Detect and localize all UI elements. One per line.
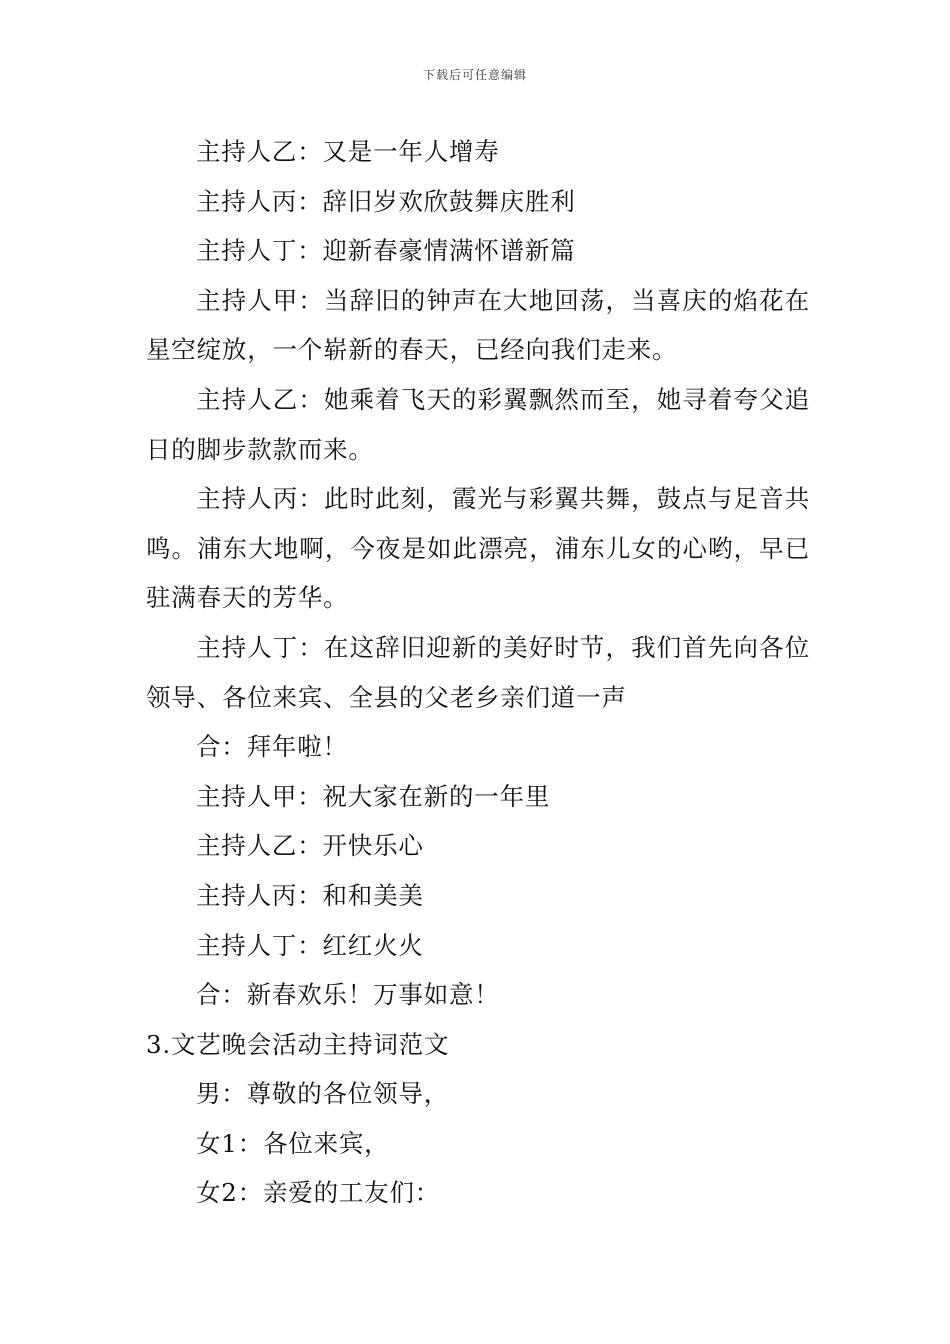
paragraph: 合：新春欢乐！万事如意！ (196, 980, 500, 1010)
document-body (146, 127, 810, 1218)
paragraph: 主持人乙：开快乐心 (196, 831, 424, 861)
paragraph: 主持人丁：迎新春豪情满怀谱新篇 (196, 236, 576, 266)
paragraph: 主持人乙：又是一年人增寿 (196, 137, 500, 166)
paragraph: 主持人丙：此时此刻，霞光与彩翼共舞，鼓点与足音共鸣。浦东大地啊，今夜是如此漂亮，浦东儿女的心哟，早已驻满春天的芳华。 (146, 484, 810, 613)
paragraph: 女2：亲爱的工友们： (196, 1178, 441, 1208)
paragraph: 合：拜年啦！ (196, 732, 348, 762)
paragraph: 主持人丁：在这辞旧迎新的美好时节，我们首先向各位领导、各位来宾、全县的父老乡亲们道一声 (146, 632, 810, 712)
paragraph: 主持人甲：祝大家在新的一年里 (196, 781, 551, 811)
section-heading: 3.文艺晚会活动主持词范文 (146, 1029, 450, 1059)
paragraph: 男：尊敬的各位领导， (196, 1079, 449, 1109)
paragraph: 主持人丙：和和美美 (196, 880, 424, 910)
page-header: 下载后可任意编辑 (422, 68, 527, 82)
paragraph: 女1：各位来宾， (196, 1128, 390, 1158)
paragraph: 主持人甲：当辞旧的钟声在大地回荡，当喜庆的焰花在星空绽放，一个崭新的春天，已经向我们走来。 (146, 285, 810, 365)
paragraph: 主持人丙：辞旧岁欢欣鼓舞庆胜利 (196, 186, 576, 216)
paragraph: 主持人丁：红红火火 (196, 930, 424, 960)
paragraph: 主持人乙：她乘着飞天的彩翼飘然而至，她寻着夸父追日的脚步款款而来。 (146, 384, 810, 464)
